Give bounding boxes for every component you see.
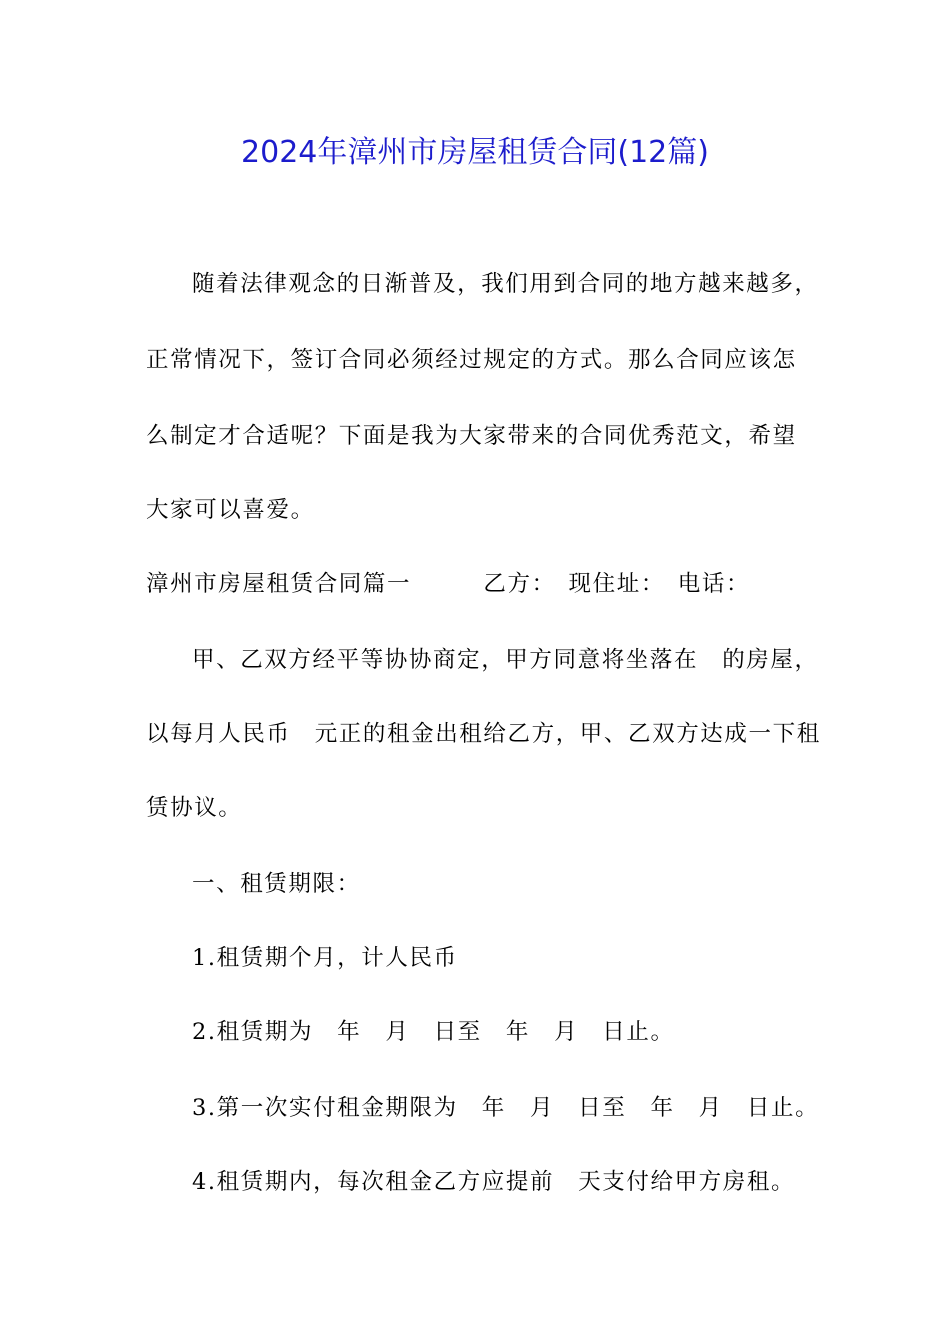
clause-item-4: 4.租赁期内，每次租金乙方应提前 天支付给甲方房租。	[192, 1169, 796, 1195]
intro-line-1: 随着法律观念的日渐普及，我们用到合同的地方越来越多，	[192, 271, 819, 297]
intro-line-3: 么制定才合适呢？下面是我为大家带来的合同优秀范文，希望	[146, 423, 797, 449]
section-heading: 漳州市房屋租赁合同篇一 乙方： 现住址： 电话：	[146, 571, 751, 597]
agreement-line-2: 以每月人民币 元正的租金出租给乙方，甲、乙双方达成一下租	[146, 721, 821, 747]
agreement-line-3: 赁协议。	[146, 795, 243, 821]
clause-item-1: 1.租赁期个月，计人民币	[192, 945, 458, 971]
intro-line-4: 大家可以喜爱。	[146, 497, 315, 523]
agreement-line-1: 甲、乙双方经平等协协商定，甲方同意将坐落在 的房屋，	[192, 647, 819, 673]
intro-line-2: 正常情况下，签订合同必须经过规定的方式。那么合同应该怎	[146, 347, 797, 373]
clause-heading: 一、租赁期限：	[192, 871, 361, 897]
document-title: 2024年漳州市房屋租赁合同(12篇)	[241, 135, 709, 170]
clause-item-2: 2.租赁期为 年 月 日至 年 月 日止。	[192, 1019, 675, 1045]
clause-item-3: 3.第一次实付租金期限为 年 月 日至 年 月 日止。	[192, 1095, 820, 1121]
